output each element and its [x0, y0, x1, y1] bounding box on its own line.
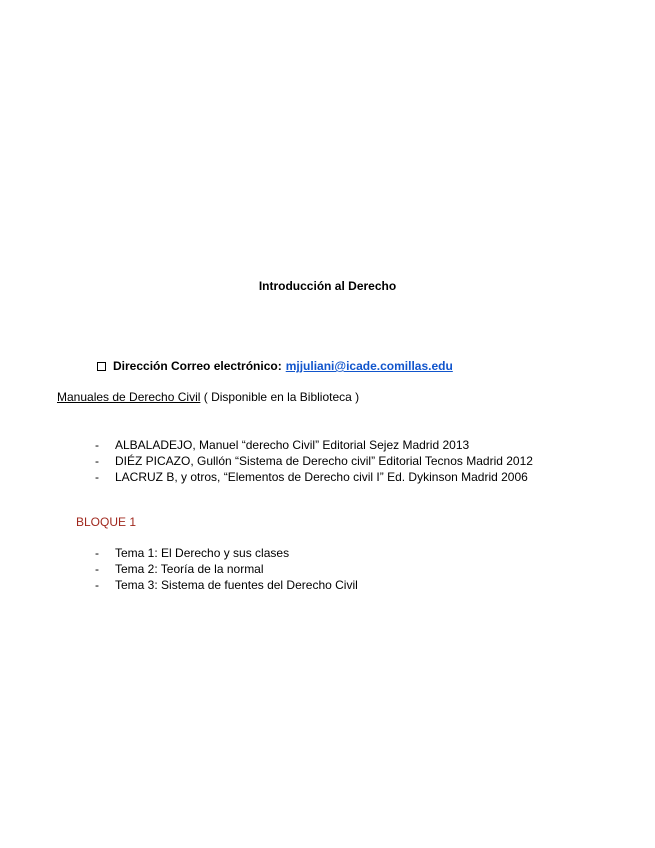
bullet-dash: -: [95, 562, 99, 576]
email-link[interactable]: mjjuliani@icade.comillas.edu: [285, 359, 453, 373]
temas-list: [95, 545, 358, 593]
bullet-dash: -: [95, 546, 99, 560]
manuales-list: [95, 437, 533, 485]
checkbox-icon: [97, 362, 106, 371]
list-item: [95, 545, 358, 561]
bullet-dash: -: [95, 454, 99, 468]
document-title: Introducción al Derecho: [258, 279, 397, 293]
tema-text: Tema 1: El Derecho y sus clases: [115, 546, 290, 560]
contact-row: [97, 358, 453, 374]
manuales-heading-row: [57, 390, 359, 404]
list-item: [95, 561, 358, 577]
list-item: [95, 437, 533, 453]
tema-text: Tema 2: Teoría de la normal: [115, 562, 264, 576]
list-item: [95, 577, 358, 593]
list-item: [95, 469, 533, 485]
manuales-heading: Manuales de Derecho Civil: [57, 390, 201, 404]
bloque-heading: BLOQUE 1: [76, 515, 137, 529]
bullet-dash: -: [95, 578, 99, 592]
bullet-dash: -: [95, 470, 99, 484]
tema-text: Tema 3: Sistema de fuentes del Derecho Civil: [115, 578, 358, 592]
list-item: [95, 453, 533, 469]
manual-text: DIÉZ PICAZO, Gullón “Sistema de Derecho civil” Editorial Tecnos Madrid 2012: [115, 454, 533, 468]
manuales-note: ( Disponible en la Biblioteca ): [200, 390, 360, 404]
bullet-dash: -: [95, 438, 99, 452]
manual-text: ALBALADEJO, Manuel “derecho Civil” Editorial Sejez Madrid 2013: [115, 438, 470, 452]
contact-label: Dirección Correo electrónico:: [113, 359, 282, 373]
manual-text: LACRUZ B, y otros, “Elementos de Derecho civil I” Ed. Dykinson Madrid 2006: [115, 470, 528, 484]
